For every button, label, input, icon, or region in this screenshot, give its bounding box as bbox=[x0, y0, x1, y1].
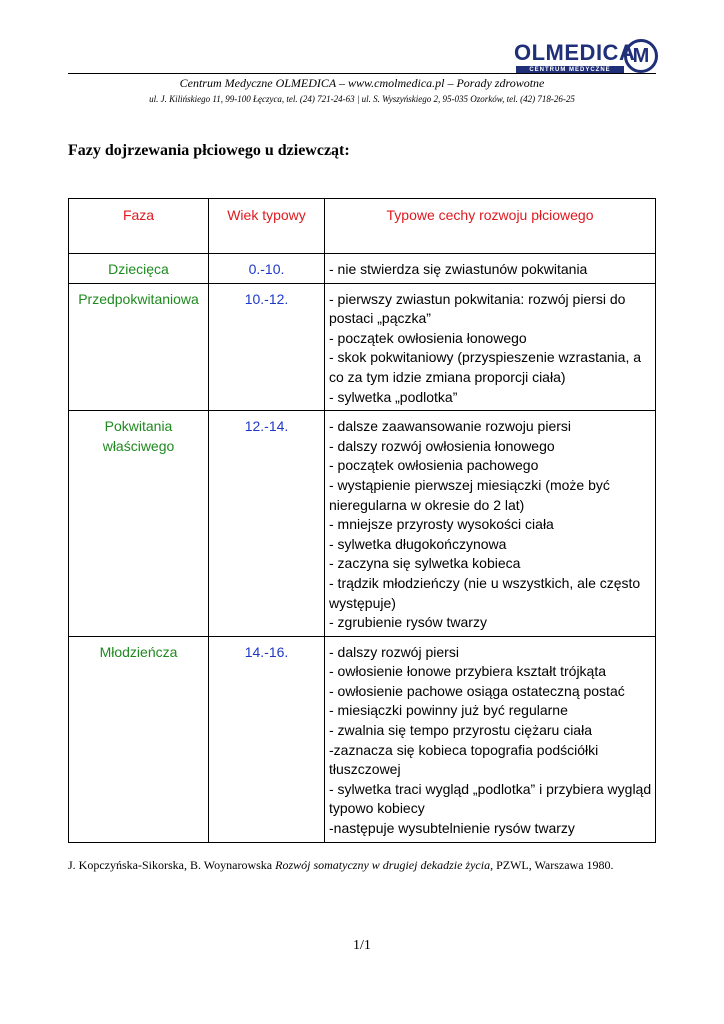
features-cell bbox=[325, 411, 656, 637]
header-phase: Faza bbox=[69, 199, 209, 254]
feature-item: - zwalnia się tempo przyrostu ciężaru ciała bbox=[329, 722, 592, 739]
features-cell bbox=[325, 636, 656, 842]
feature-item: - skok pokwitaniowy (przyspieszenie wzrastania, a co za tym idzie zmiana proporcji ciała) bbox=[329, 349, 642, 385]
feature-item: - dalszy rozwój piersi bbox=[329, 643, 459, 660]
phase-cell: Pokwitania właściwego bbox=[69, 411, 209, 637]
phase-cell: Dziecięca bbox=[69, 254, 209, 284]
features-cell bbox=[325, 254, 656, 284]
phase-cell: Młodzieńcza bbox=[69, 636, 209, 842]
puberty-phases-table bbox=[68, 198, 656, 843]
feature-item: - owłosienie pachowe osiąga ostateczną postać bbox=[329, 682, 625, 699]
citation-authors: J. Kopczyńska-Sikorska, B. Woynarowska bbox=[68, 858, 273, 872]
feature-item: - dalsze zaawansowanie rozwoju piersi bbox=[329, 418, 572, 435]
feature-item: - zaczyna się sylwetka kobieca bbox=[329, 555, 521, 572]
document-title: Fazy dojrzewania płciowego u dziewcząt: bbox=[68, 142, 350, 159]
phase-cell: Przedpokwitaniowa bbox=[69, 283, 209, 411]
table-header-row bbox=[69, 199, 656, 254]
feature-item: - sylwetka traci wygląd „podlotka” i przybiera wygląd typowo kobiecy bbox=[329, 780, 652, 817]
citation bbox=[68, 858, 614, 873]
feature-item: -następuje wysubtelnienie rysów twarzy bbox=[329, 820, 575, 837]
features-cell bbox=[325, 283, 656, 411]
header-address-line: ul. J. Kilińskiego 11, 99-100 Łęczyca, tel. (24) 721-24-63 | ul. S. Wyszyńskiego 2, 95-035 Ozorków, tel. (42) 718-26-25 bbox=[149, 94, 575, 104]
logo-wordmark: OLMEDICA bbox=[514, 40, 636, 65]
table-row bbox=[69, 636, 656, 842]
feature-item: -zaznacza się kobieca topografia podściółki tłuszczowej bbox=[329, 741, 599, 778]
feature-item: - trądzik młodzieńczy (nie u wszystkich, ale często występuje) bbox=[329, 574, 641, 611]
feature-item: - mniejsze przyrosty wysokości ciała bbox=[329, 516, 554, 533]
feature-item: - sylwetka długokończynowa bbox=[329, 535, 507, 552]
logo-m-icon: M bbox=[624, 39, 658, 73]
age-cell: 14.-16. bbox=[209, 636, 325, 842]
feature-item: - owłosienie łonowe przybiera kształt trójkąta bbox=[329, 663, 607, 680]
table-row bbox=[69, 411, 656, 637]
logo-subtitle: CENTRUM MEDYCZNE bbox=[516, 66, 624, 74]
age-cell: 12.-14. bbox=[209, 411, 325, 637]
feature-item: - dalszy rozwój owłosienia łonowego bbox=[329, 437, 555, 454]
feature-item: - początek owłosienia łonowego bbox=[329, 329, 527, 346]
citation-work-title: Rozwój somatyczny w drugiej dekadzie życia bbox=[275, 858, 491, 872]
table-row bbox=[69, 283, 656, 411]
citation-publisher: , PZWL, Warszawa 1980. bbox=[490, 858, 614, 872]
header-clinic-line: Centrum Medyczne OLMEDICA – www.cmolmedica.pl – Porady zdrowotne bbox=[179, 76, 545, 90]
age-cell: 10.-12. bbox=[209, 283, 325, 411]
feature-item: - sylwetka „podlotka” bbox=[329, 388, 458, 405]
header-features: Typowe cechy rozwoju płciowego bbox=[325, 199, 656, 254]
table-row bbox=[69, 254, 656, 284]
header-age: Wiek typowy bbox=[209, 199, 325, 254]
age-cell: 0.-10. bbox=[209, 254, 325, 284]
feature-item: - nie stwierdza się zwiastunów pokwitania bbox=[329, 261, 588, 277]
feature-item: - wystąpienie pierwszej miesiączki (może być nieregularna w okresie do 2 lat) bbox=[329, 476, 610, 513]
feature-item: - miesiączki powinny już być regularne bbox=[329, 702, 568, 719]
header-divider bbox=[68, 73, 656, 74]
olmedica-logo bbox=[514, 38, 658, 76]
feature-item: - początek owłosienia pachowego bbox=[329, 457, 539, 474]
feature-item: - pierwszy zwiastun pokwitania: rozwój piersi do postaci „pączka” bbox=[329, 290, 626, 327]
feature-item: - zgrubienie rysów twarzy bbox=[329, 614, 487, 631]
page-number: 1/1 bbox=[353, 938, 371, 953]
